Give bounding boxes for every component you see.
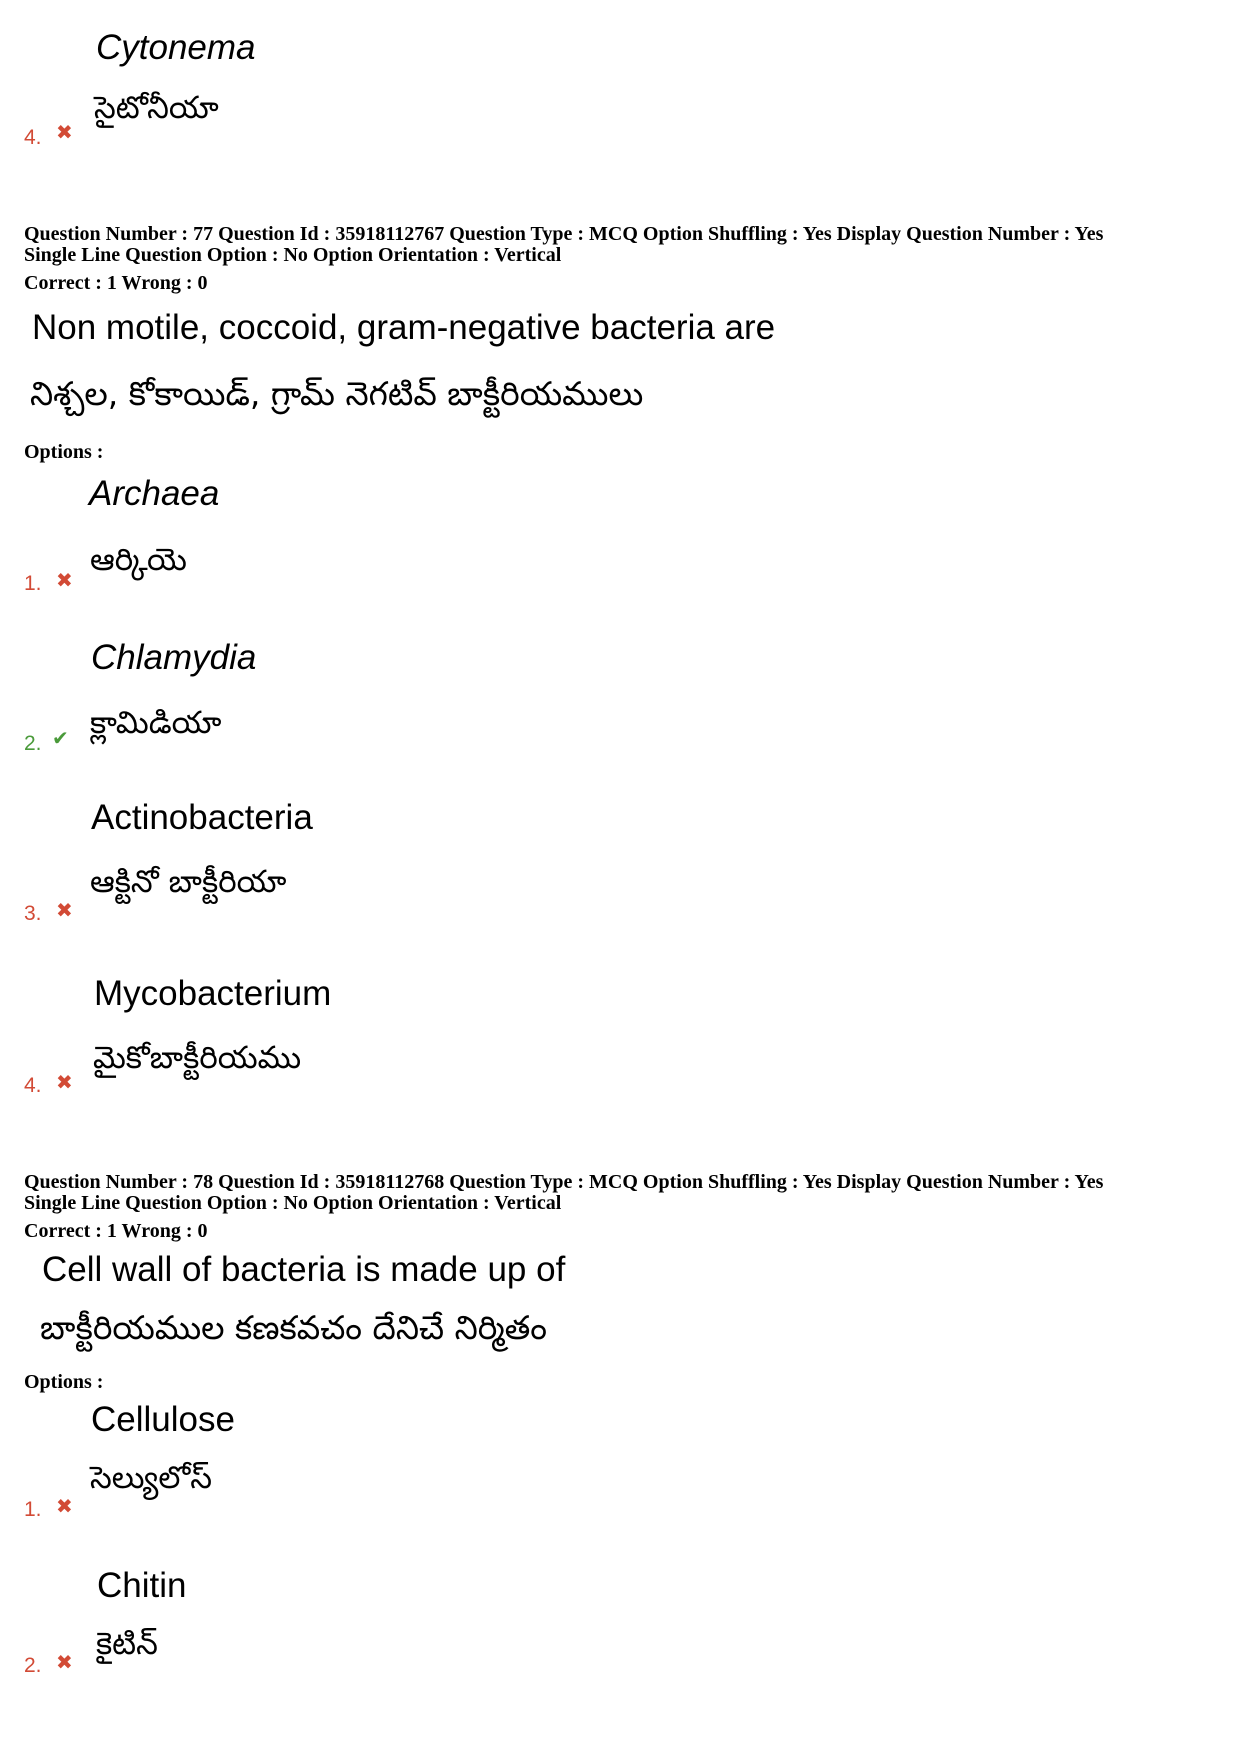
cross-icon: ✖ <box>56 1650 73 1674</box>
q78-options-label: Options : <box>24 1371 104 1393</box>
q78-option-2-english: Chitin <box>97 1566 187 1605</box>
cross-icon: ✖ <box>56 568 73 592</box>
cross-icon: ✖ <box>56 1494 73 1518</box>
q78-question-english: Cell wall of bacteria is made up of <box>42 1250 566 1289</box>
q77-option-2-number: 2. <box>24 732 42 755</box>
q77-option-1-english: Archaea <box>89 474 220 513</box>
q78-option-2-telugu: కైటిన్ <box>96 1626 158 1662</box>
q77-question-english: Non motile, coccoid, gram-negative bacteria are <box>32 308 776 347</box>
q78-marks: Correct : 1 Wrong : 0 <box>24 1220 208 1242</box>
cross-icon: ✖ <box>56 1070 73 1094</box>
q77-meta-line1: Question Number : 77 Question Id : 35918112767 Question Type : MCQ Option Shuffling : Yes Display Question Number : Yes <box>24 223 1104 245</box>
cross-icon: ✖ <box>56 120 73 144</box>
q78-question-telugu: బాక్టీరియముల కణకవచం దేనిచే నిర్మితం <box>40 1308 548 1347</box>
q77-option-4-telugu: మైకోబాక్టీరియము <box>93 1040 302 1076</box>
q78-option-1-english: Cellulose <box>91 1400 235 1439</box>
option-4-english: Cytonema <box>96 28 256 67</box>
q77-option-1-telugu: ఆర్కియె <box>90 542 187 578</box>
q77-marks: Correct : 1 Wrong : 0 <box>24 272 208 294</box>
check-icon: ✔ <box>52 726 69 750</box>
q78-option-2-number: 2. <box>24 1654 42 1677</box>
q77-meta-line2: Single Line Question Option : No Option Orientation : Vertical <box>24 244 562 266</box>
q77-options-label: Options : <box>24 441 104 463</box>
q77-option-2-english: Chlamydia <box>91 638 257 677</box>
q77-question-telugu: నిశ్చల, కోకాయిడ్, గ్రామ్ నెగటివ్ బాక్టీరియములు <box>30 374 644 413</box>
q78-option-1-number: 1. <box>24 1498 42 1521</box>
q77-option-3-number: 3. <box>24 902 42 925</box>
q77-option-3-telugu: ఆక్టినో బాక్టీరియా <box>90 864 287 900</box>
q77-option-4-english: Mycobacterium <box>94 974 332 1013</box>
option-4-telugu: సైటోనీయా <box>94 90 219 126</box>
q78-meta-line1: Question Number : 78 Question Id : 35918112768 Question Type : MCQ Option Shuffling : Yes Display Question Number : Yes <box>24 1171 1104 1193</box>
q77-option-3-english: Actinobacteria <box>91 798 313 837</box>
q78-meta-line2: Single Line Question Option : No Option Orientation : Vertical <box>24 1192 562 1214</box>
q77-option-4-number: 4. <box>24 1074 42 1097</box>
cross-icon: ✖ <box>56 898 73 922</box>
q77-option-1-number: 1. <box>24 572 42 595</box>
option-4-number: 4. <box>24 126 42 149</box>
q77-option-2-telugu: క్లామిడియా <box>90 705 222 741</box>
q78-option-1-telugu: సెల్యులోస్ <box>90 1460 212 1496</box>
